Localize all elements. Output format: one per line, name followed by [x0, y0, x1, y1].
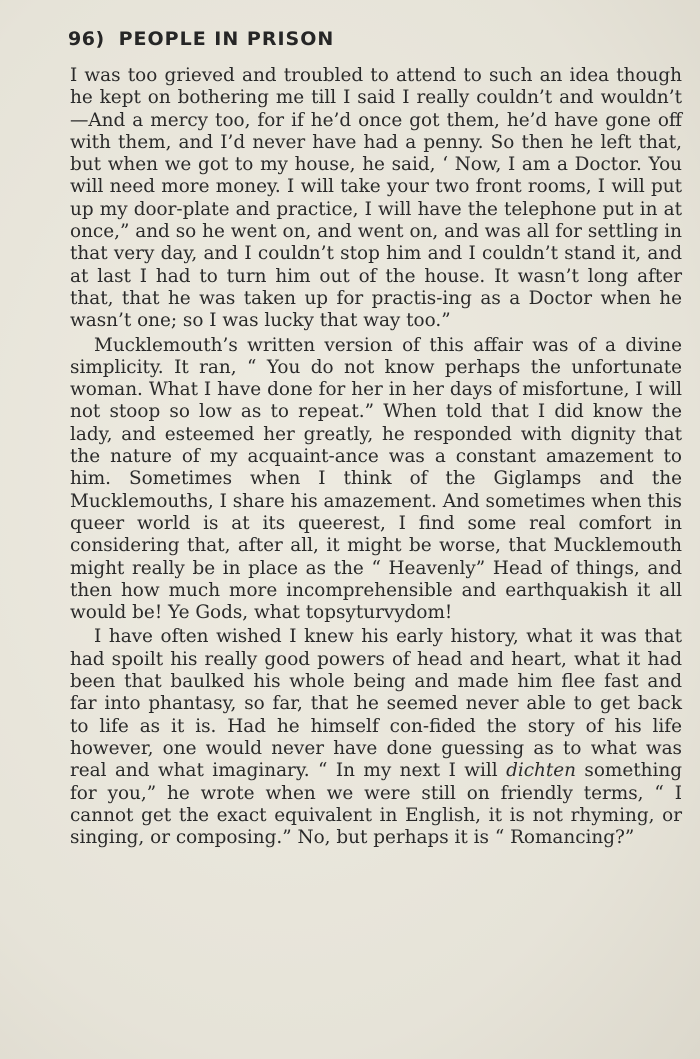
paragraph-2: Mucklemouth’s written version of this affair was of a divine simplicity. It ran, “ You do not know perhaps the unfortunate woman. What I have done for her in her days of misfortune, I will not stoop so low as to repeat.” When told that I did know the lady, and esteemed her greatly, he responded with dignity that the nature of my acquaint-ance was a constant amazement to him. Sometimes when I think of the Giglamps and the Mucklemouths, I share his amazement. And sometimes when this queer world is at its queerest, I find some real comfort in considering that, after all, it might be worse, that Mucklemouth might really be in place as the “ Heavenly” Head of things, and then how much more incomprehensible and earthquakish it all would be! Ye Gods, what topsyturvydom!: [70, 334, 682, 624]
running-title: PEOPLE IN PRISON: [118, 28, 335, 50]
paragraph-3-text-b: something for you,” he wrote when we were still on friendly terms, “ I cannot get the exact equivalent in English, it is not rhyming, or singing, or composing.” No, but perhaps it is “ Romancing?”: [70, 760, 682, 849]
body-text: [70, 65, 682, 849]
paragraph-1: I was too grieved and troubled to attend to such an idea though he kept on bothering me till I said I really couldn’t and wouldn’t—And a mercy too, for if he’d once got them, he’d have gone off with them, and I’d never have had a penny. So then he left that, but when we got to my house, he said, ‘ Now, I am a Doctor. You will need more money. I will take your two front rooms, I will put up my door-plate and practice, I will have the telephone put in at once,” and so he went on, and went on, and was all for settling in that very day, and I couldn’t stop him and I couldn’t stand it, and at last I had to turn him out of the house. It wasn’t long after that, that he was taken up for practis-ing as a Doctor when he wasn’t one; so I was lucky that way too.”: [70, 65, 682, 332]
running-head: [68, 28, 334, 58]
paragraph-3-text-a: I have often wished I knew his early history, what it was that had spoilt his really good powers of head and heart, what it had been that baulked his whole being and made him flee fast and far into phantasy, so far, that he seemed never able to get back to life as it is. Had he himself con-fided the story of his life however, one would never have done guessing as to what was real and what imaginary. “ In my next I will: [70, 626, 682, 782]
paragraph-3-italic-word: dichten: [506, 760, 576, 782]
page-number: 96): [68, 28, 105, 50]
paragraph-3: [70, 626, 682, 849]
